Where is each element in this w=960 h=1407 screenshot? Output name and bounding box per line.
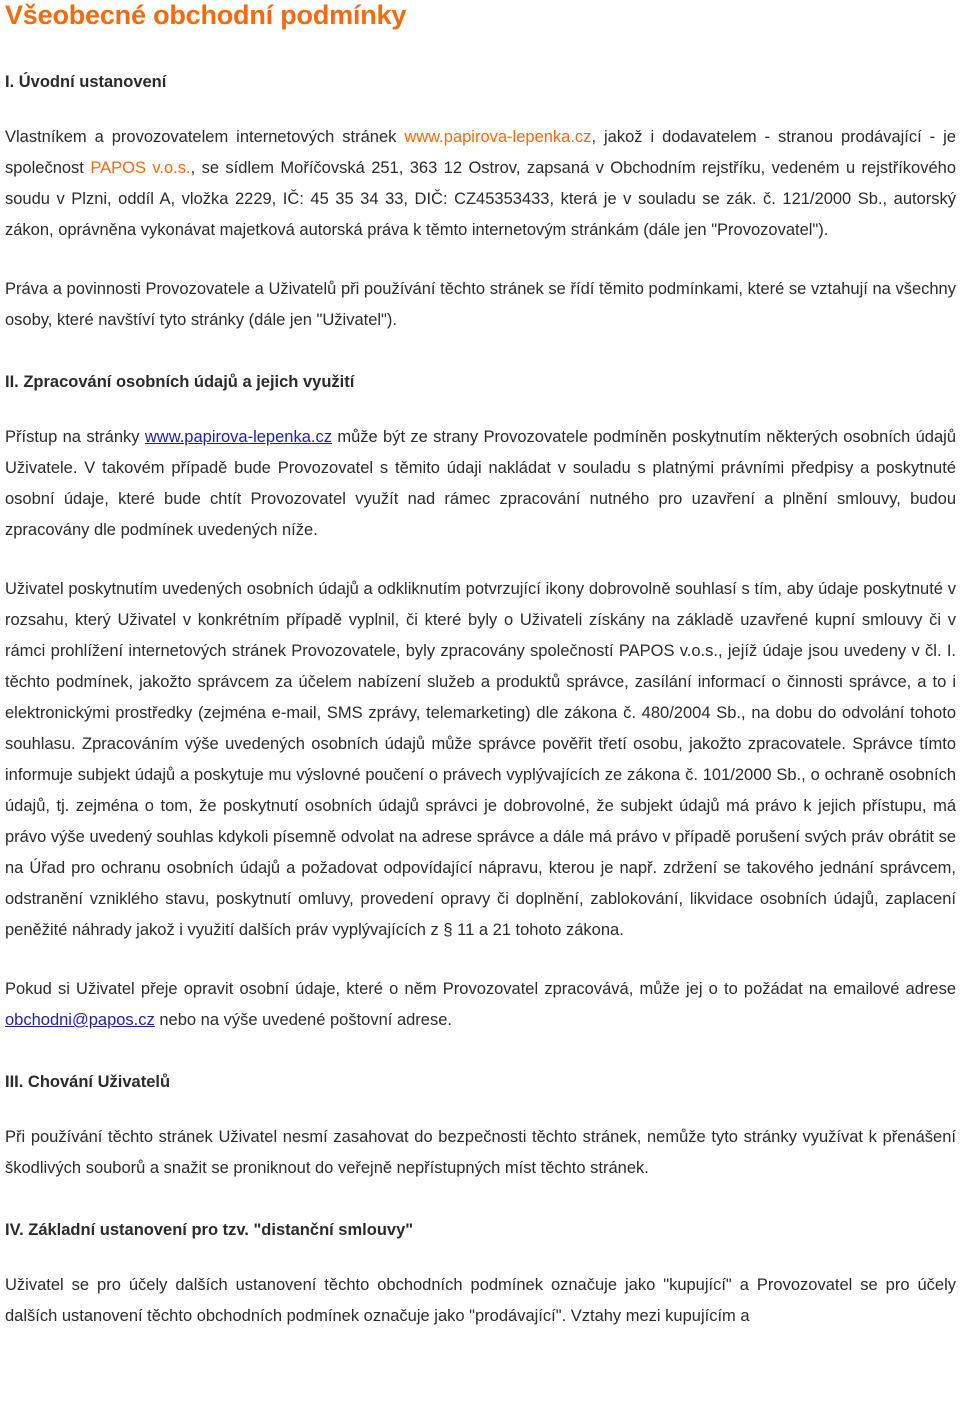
- section-heading-personal-data: II. Zpracování osobních údajů a jejich využití: [5, 373, 355, 391]
- paragraph-consent: Uživatel poskytnutím uvedených osobních údajů a odkliknutím potvrzující ikony dobrovolně souhlasí s tím, aby údaje poskytnuté v rozsahu, který Uživatel v konkrétním případě vyplnil, či které byly o Uživateli získány na základě uzavřené kupní smlouvy či v rámci prohlížení internetových stránek Provozovatele, byly zpracovány společností PAPOS v.o.s., jejíž údaje jsou uvedeny v čl. I. těchto podmínek, jakožto správcem za účelem nabízení služeb a produktů správce, zasílání informací o činnosti správce, a to i elektronickými prostředky (zejména e-mail, SMS zprávy, telemarketing) dle zákona č. 480/2004 Sb., na dobu do odvolání tohoto souhlasu. Zpracováním výše uvedených osobních údajů může správce pověřit třetí osobu, jakožto zpracovatele. Správce tímto informuje subjekt údajů a poskytuje mu výslovné poučení o právech vyplývajících ze zákona č. 101/2000 Sb., o ochraně osobních údajů, tj. zejména o tom, že poskytnutí osobních údajů správci je dobrovolné, že subjekt údajů má právo k jejich přístupu, má právo výše uvedený souhlas kdykoli písemně odvolat na adrese správce a dále má právo v případě porušení svých práv obrátit se na Úřad pro ochranu osobních údajů a požadovat odpovídající nápravu, kterou je např. zdržení se takového jednání správcem, odstranění vzniklého stavu, poskytnutí omluvy, provedení opravy či doplnění, zablokování, likvidace osobních údajů, zaplacení peněžité náhrady jakož i využití dalších práv vyplývajících z § 11 a 21 tohoto zákona.: [5, 580, 956, 939]
- website-link[interactable]: www.papirova-lepenka.cz: [404, 128, 592, 146]
- email-link[interactable]: obchodni@papos.cz: [5, 1011, 155, 1029]
- document-page: [5, 0, 956, 1332]
- paragraph-text: Přístup na stránky: [5, 428, 145, 446]
- page-title: Všeobecné obchodní podmínky: [5, 0, 407, 30]
- section-heading-distance-contracts: IV. Základní ustanovení pro tzv. "distanční smlouvy": [5, 1221, 414, 1239]
- paragraph-rights: Práva a povinnosti Provozovatele a Uživatelů při používání těchto stránek se řídí těmito podmínkami, které se vztahují na všechny osoby, které navštíví tyto stránky (dále jen "Uživatel").: [5, 280, 956, 329]
- paragraph-text: nebo na výše uvedené poštovní adrese.: [154, 1011, 452, 1029]
- paragraph-access: [5, 422, 956, 546]
- website-link[interactable]: www.papirova-lepenka.cz: [144, 428, 332, 446]
- paragraph-correction: [5, 974, 956, 1036]
- paragraph-distance: Uživatel se pro účely dalších ustanovení těchto obchodních podmínek označuje jako "kupující" a Provozovatel se pro účely dalších ustanovení těchto obchodních podmínek označuje jako "prodávající". Vztahy mezi kupujícím a: [5, 1276, 956, 1325]
- paragraph-text: , jakož i dodavatelem - stranou prodávající - je společnost: [5, 128, 956, 177]
- paragraph-conduct: Při používání těchto stránek Uživatel nesmí zasahovat do bezpečnosti těchto stránek, nemůže tyto stránky využívat k přenášení škodlivých souborů a snažit se proniknout do veřejně nepřístupných míst těchto stránek.: [5, 1128, 956, 1177]
- section-heading-intro: I. Úvodní ustanovení: [5, 73, 167, 91]
- paragraph-text: může být ze strany Provozovatele podmíněn poskytnutím některých osobních údajů Uživatele. V takovém případě bude Provozovatel s těmito údaji nakládat v souladu s platnými právními předpisy a poskytnuté osobní údaje, které bude chtít Provozovatel využít nad rámec zpracování nutného pro uzavření a plnění smlouvy, budou zpracovány dle podmínek uvedených níže.: [5, 428, 956, 539]
- paragraph-text: Pokud si Uživatel přeje opravit osobní údaje, které o něm Provozovatel zpracovává, může jej o to požádat na emailové adrese: [5, 980, 956, 998]
- paragraph-operator: [5, 122, 956, 246]
- company-link[interactable]: PAPOS v.o.s.: [90, 159, 191, 177]
- section-heading-user-conduct: III. Chování Uživatelů: [5, 1073, 171, 1091]
- paragraph-text: Vlastníkem a provozovatelem internetových stránek: [5, 128, 405, 146]
- paragraph-text: , se sídlem Moříčovská 251, 363 12 Ostrov, zapsaná v Obchodním rejstříku, vedeném u rejstříkového soudu v Plzni, oddíl A, vložka 2229, IČ: 45 35 34 33, DIČ: CZ45353433, která je v souladu se zák. č. 121/2000 Sb., autorský zákon, oprávněna vykonávat majetková autorská práva k těmto internetovým stránkám (dále jen "Provozovatel").: [5, 159, 957, 239]
